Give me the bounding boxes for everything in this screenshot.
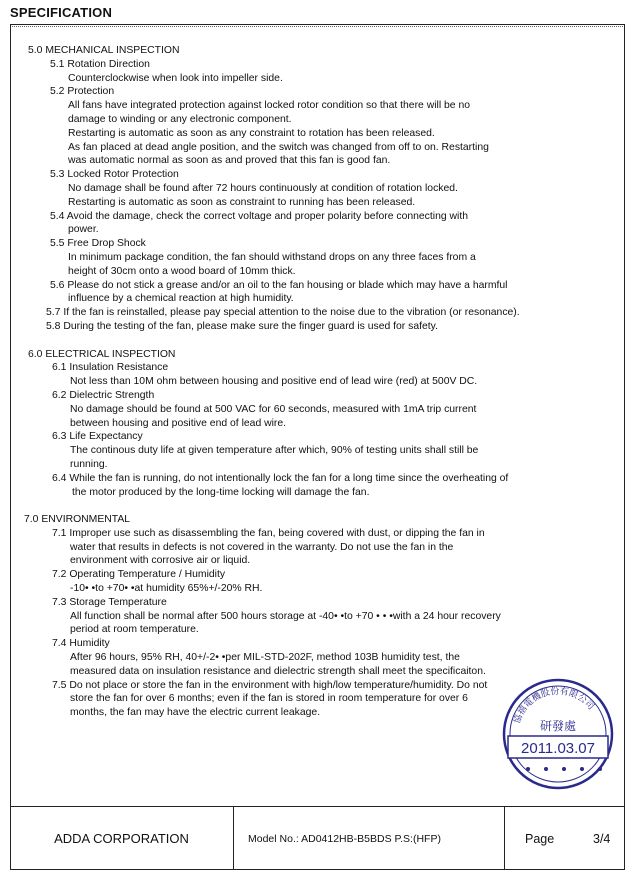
spec-line: period at room temperature. (70, 624, 199, 636)
spec-line: between housing and positive end of lead wire. (70, 417, 287, 429)
spec-line: 5.0 MECHANICAL INSPECTION (28, 45, 180, 56)
spec-line: 6.1 Insulation Resistance (52, 362, 169, 374)
spec-line: No damage shall be found after 72 hours continuously at condition of rotation locked. (68, 182, 458, 194)
stamp-date: 2011.03.07 (521, 740, 595, 757)
spec-line: influence by a chemical reaction at high humidity. (68, 293, 294, 305)
spec-line: running. (70, 458, 108, 470)
spec-line: 5.6 Please do not stick a grease and/or an oil to the fan housing or blade which may have a harmful (50, 279, 508, 291)
page-number: 3/4 (593, 831, 611, 846)
spec-line: Counterclockwise when look into impeller side. (68, 72, 283, 84)
model-number: Model No.: AD0412HB-B5BDS P.S:(HFP) (233, 807, 505, 870)
page-title: SPECIFICATION (10, 5, 113, 20)
company-name: ADDA CORPORATION (54, 831, 189, 846)
spec-line: The continous duty life at given temperature after which, 90% of testing units shall still be (70, 445, 479, 457)
spec-line: height of 30cm onto a wood board of 10mm thick. (68, 265, 296, 277)
spec-line: 7.2 Operating Temperature / Humidity (52, 569, 226, 581)
spec-line: 7.5 Do not place or store the fan in the environment with high/low temperature/humidity. Do not (52, 679, 488, 691)
spec-line: environment with corrosive air or liquid. (70, 555, 251, 567)
spec-line: 7.3 Storage Temperature (52, 596, 167, 608)
page-label: Page (525, 831, 555, 846)
spec-line: was automatic normal as soon as and proved that this fan is good fan. (68, 155, 391, 167)
stamp-center-text: 研發處 (539, 719, 577, 733)
spec-line: measured data on insulation resistance and dielectric strength shall meet the specificaiton. (70, 665, 486, 677)
spec-line: 5.2 Protection (50, 86, 115, 98)
spec-line: water that results in defects is not covered in the warranty. Do not use the fan in the (70, 541, 454, 553)
footer (10, 806, 625, 870)
blank-line (10, 499, 610, 513)
spec-line: 6.4 While the fan is running, do not intentionally lock the fan for a long time since the overheating of (52, 472, 509, 484)
spec-line: All fans have integrated protection against locked rotor condition so that there will be no (68, 100, 471, 112)
spec-line: power. (68, 224, 99, 236)
spec-line: 7.0 ENVIRONMENTAL (24, 514, 131, 526)
spec-line: No damage should be found at 500 VAC for 60 seconds, measured with 1mA trip current (70, 403, 477, 415)
spec-line: Not less than 10M ohm between housing and positive end of lead wire (red) at 500V DC. (70, 376, 478, 388)
specification-body (10, 44, 610, 720)
spec-line: damage to winding or any electronic component. (68, 113, 292, 125)
spec-line: the motor produced by the long-time locking will damage the fan. (72, 486, 370, 498)
spec-line: 6.3 Life Expectancy (52, 431, 143, 443)
spec-line: 5.5 Free Drop Shock (50, 238, 146, 250)
blank-line (10, 334, 610, 348)
spec-line: 5.1 Rotation Direction (50, 58, 150, 70)
spec-line: 5.8 During the testing of the fan, please make sure the finger guard is used for safety. (46, 320, 438, 332)
approval-stamp (498, 672, 618, 792)
stamp-arc-text: 協禧電機股份有限公司 (512, 686, 596, 726)
stamp-inner-ring (510, 686, 606, 782)
spec-line: months, the fan may have the electric current leakage. (70, 707, 321, 719)
spec-line: 6.2 Dielectric Strength (52, 389, 155, 401)
spec-line: Restarting is automatic as soon as any constraint to rotation has been released. (68, 127, 435, 139)
spec-line: 7.4 Humidity (52, 638, 110, 650)
spec-line: After 96 hours, 95% RH, 40+/-2• •per MIL-STD-202F, method 103B humidity test, the (70, 652, 460, 664)
spec-line: Restarting is automatic as soon as constraint to running has been released. (68, 196, 416, 208)
spec-line: store the fan for over 6 months; even if the fan is stored in room temperature for over 6 (70, 693, 468, 705)
spec-line: 5.3 Locked Rotor Protection (50, 169, 179, 181)
page-indicator (505, 807, 625, 870)
spec-line: -10• •to +70• •at humidity 65%+/-20% RH. (70, 583, 263, 595)
top-divider (12, 26, 623, 28)
spec-line: In minimum package condition, the fan should withstand drops on any three faces from a (68, 251, 476, 263)
spec-line: 5.4 Avoid the damage, check the correct voltage and proper polarity before connecting with (50, 210, 468, 222)
spec-line: 7.1 Improper use such as disassembling the fan, being covered with dust, or dipping the fan in (52, 527, 485, 539)
spec-line: 6.0 ELECTRICAL INSPECTION (28, 348, 176, 360)
spec-line: As fan placed at dead angle position, and the switch was changed from off to on. Restarting (68, 141, 489, 153)
spec-line: All function shall be normal after 500 hours storage at -40• •to +70 • • •with a 24 hour recovery (70, 610, 501, 622)
spec-line: 5.7 If the fan is reinstalled, please pay special attention to the noise due to the vibration (or resonance). (46, 307, 520, 319)
